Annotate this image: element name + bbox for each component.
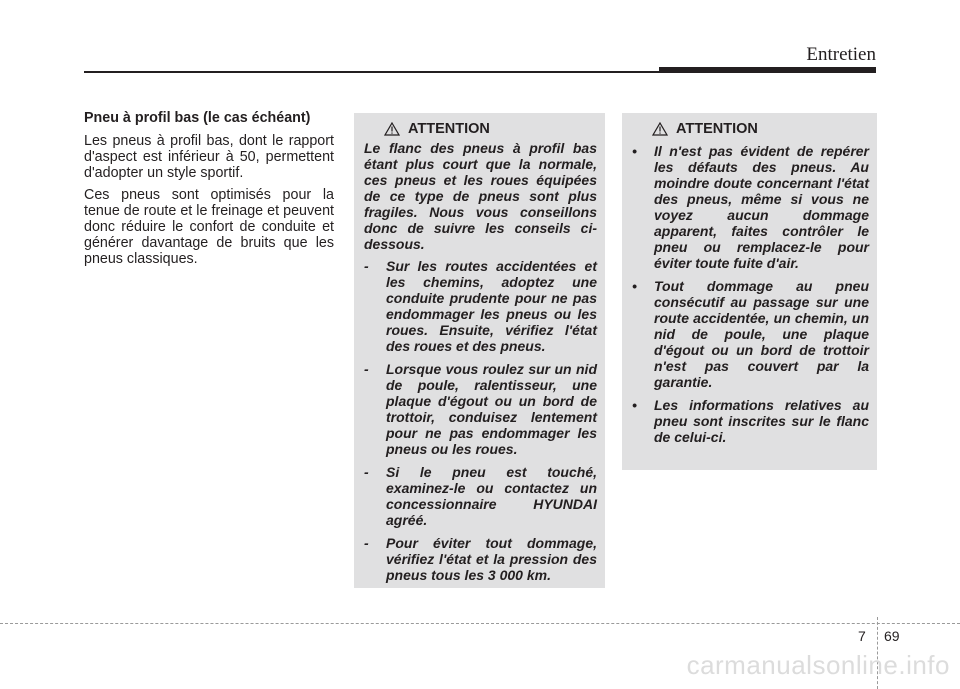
attention-title (652, 121, 869, 137)
attention-list (632, 143, 869, 445)
list-item (632, 278, 869, 390)
attention-title (384, 121, 597, 137)
list-item (364, 464, 597, 528)
list-marker: - (364, 464, 369, 480)
attention-label: ATTENTION (408, 121, 490, 137)
warning-triangle-icon (384, 122, 400, 136)
list-item (364, 361, 597, 457)
paragraph: Ces pneus sont optimisés pour la tenue de route et le freinage et peuvent donc réduire le confort de conduite et générer davantage de bruits que les pneus classiques. (84, 187, 334, 267)
attention-box-1 (354, 113, 605, 588)
list-item (632, 143, 869, 271)
watermark: carmanualsonline.info (686, 650, 950, 680)
list-item-text: Pour éviter tout dommage, vérifiez l'état et la pression des pneus tous les 3 000 km. (386, 535, 597, 583)
chapter-number: 7 (858, 628, 866, 644)
page-number: 69 (884, 628, 900, 644)
list-item-text: Les informations relatives au pneu sont inscrites sur le flanc de celui-ci. (654, 397, 869, 445)
header-rule-accent (659, 67, 876, 73)
list-item-text: Lorsque vous roulez sur un nid de poule, ralentisseur, une plaque d'égout ou un bord de trottoir, conduisez lentement pour ne pas endommager les pneus ou les roues. (386, 361, 597, 457)
list-item (364, 535, 597, 583)
list-item (632, 397, 869, 445)
attention-box-2 (622, 113, 877, 470)
header-rule (84, 71, 659, 73)
list-marker: - (364, 361, 369, 377)
warning-triangle-icon (652, 122, 668, 136)
attention-label: ATTENTION (676, 121, 758, 137)
left-column (84, 110, 334, 273)
list-item-text: Tout dommage au pneu consécutif au passage sur une route accidentée, un chemin, un nid de poule, une plaque d'égout ou un bord de trottoir n'est pas couvert par la garantie. (654, 278, 869, 390)
list-marker: • (632, 397, 637, 413)
attention-intro: Le flanc des pneus à profil bas étant plus court que la normale, ces pneus et les roues équipées de ce type de pneus sont plus fragiles. Nous vous conseillons donc de suivre les conseils ci-dessous. (364, 140, 597, 252)
footer-rule (0, 623, 960, 624)
section-title: Entretien (806, 44, 876, 65)
list-marker: - (364, 258, 369, 274)
list-marker: • (632, 278, 637, 294)
list-item-text: Il n'est pas évident de repérer les défauts des pneus. Au moindre doute concernant l'état des pneus, même si vous ne voyez aucun dommage apparent, faites contrôler le pneu ou remplacez-le pour éviter toute fuite d'air. (654, 143, 869, 271)
subsection-heading: Pneu à profil bas (le cas échéant) (84, 110, 311, 126)
attention-list (364, 258, 597, 583)
list-marker: • (632, 143, 637, 159)
list-item (364, 258, 597, 354)
paragraph: Les pneus à profil bas, dont le rapport d'aspect est inférieur à 50, permettent d'adopter un style sportif. (84, 133, 334, 181)
list-item-text: Si le pneu est touché, examinez-le ou contactez un concessionnaire HYUNDAI agréé. (386, 464, 597, 528)
list-marker: - (364, 535, 369, 551)
list-item-text: Sur les routes accidentées et les chemins, adoptez une conduite prudente pour ne pas endommager les pneus ou les roues. Ensuite, vérifiez l'état des roues et des pneus. (386, 258, 597, 354)
